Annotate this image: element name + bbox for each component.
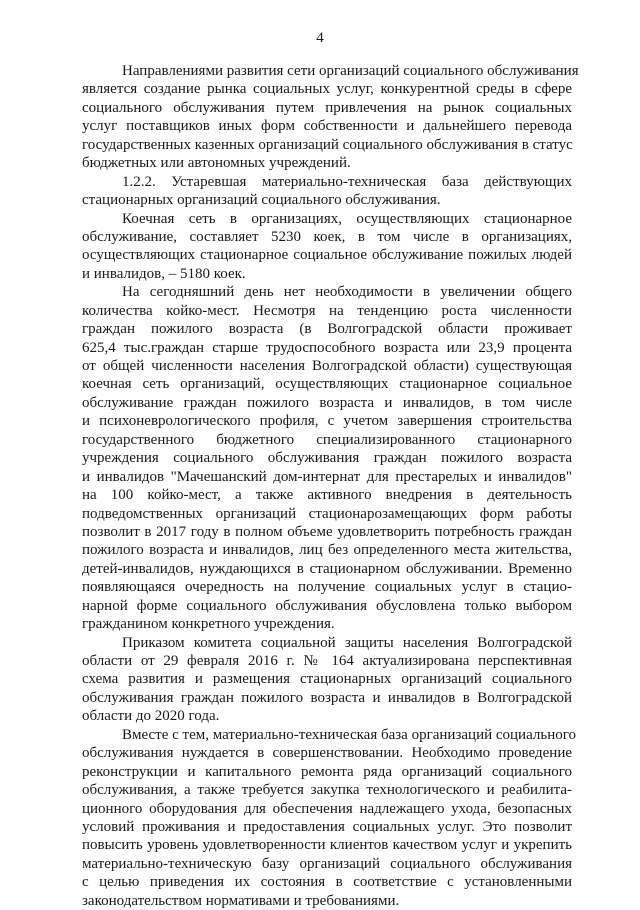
paragraph-5 [82,634,572,726]
text-line: стационарных организаций социального обслуживания. [82,192,441,209]
text-line: социального обслуживания путем привлечения на рынок социальных [82,99,572,116]
text-line: от общей численности населения Волгоградской области) существующая [82,358,572,374]
text-line: обслуживания граждан пожилого возраста и инвалидов в Волгоградской [82,689,572,706]
text-line: осуществляющих стационарное социальное обслуживание пожилых людей [82,247,572,264]
text-line: бюджетных или автономных учреждений. [82,155,351,172]
text-line: коечная сеть организаций, осуществляющих стационарное социальное [82,376,572,393]
paragraph-2 [82,173,572,210]
text-line: условий проживания и предоставления социальных услуг. Это позволит [82,818,572,835]
text-line: области от 29 февраля 2016 г. № 164 актуализирована перспективная [82,653,572,669]
text-line: схема развития и размещения стационарных организаций социального [82,671,572,688]
paragraph-4 [82,283,572,633]
paragraph-1 [82,62,579,173]
text-line: учреждения социального обслуживания граждан пожилого возраста [82,450,572,467]
text-line: пожилого возраста и инвалидов, лиц без определенного места жительства, [82,542,572,559]
text-line: области до 2020 года. [82,708,220,725]
text-line: Направлениями развития сети организаций социального обслуживания [122,63,579,79]
text-line: 625,4 тыс.граждан старше трудоспособного возраста или 23,9 процента [82,339,572,356]
text-line: граждан пожилого возраста (в Волгоградской области проживает [82,321,572,338]
text-line: обслуживание, составляет 5230 коек, в том числе в организациях, [82,228,572,245]
text-line: и инвалидов "Мачешанский дом-интернат для престарелых и инвалидов" [82,468,572,485]
text-line: Коечная сеть в организациях, осуществляющих стационарное [122,210,572,227]
text-line: ционного оборудования для обеспечения надлежащего ухода, безопасных [82,800,572,817]
text-line: государственных казенных организаций социального обслуживания в статус [82,136,573,153]
text-line: нарной форме социального обслуживания обусловлена только выбором [82,597,572,614]
text-line: повысить уровень удовлетворенности клиентов качеством услуг и укрепить [82,837,572,854]
text-line: позволит в 2017 году в полном объеме удовлетворить потребность граждан [82,523,572,540]
text-line: и инвалидов, – 5180 коек. [82,265,246,282]
text-line: подведомственных организаций стационарозамещающих форм работы [82,505,572,522]
text-line: Вместе с тем, материально-техническая база организаций социального [122,726,577,743]
text-line: реконструкции и капитального ремонта ряда организаций социального [82,763,572,780]
text-line: детей-инвалидов, нуждающихся в стационарном обслуживании. Временно [82,560,572,577]
text-line: услуг поставщиков иных форм собственности и дальнейшего перевода [82,118,572,135]
body-text [82,62,579,910]
text-line: 1.2.2. Устаревшая материально-техническая база действующих [122,173,572,190]
text-line: государственного бюджетного специализированного стационарного [82,431,572,448]
text-line: количества койко-мест. Несмотря на тенденцию роста численности [82,302,572,319]
paragraph-3 [82,210,572,284]
text-line: с целью приведения их состояния в соответствие с установленными [82,874,572,891]
text-line: материально-техническую базу организаций социального обслуживания [82,855,572,872]
text-line: является создание рынка социальных услуг, конкурентной среды в сфере [82,81,572,98]
text-line: Приказом комитета социальной защиты населения Волгоградской [122,634,572,651]
text-line: обслуживания нуждается в совершенствовании. Необходимо проведение [82,745,572,762]
page-number: 4 [316,30,324,46]
text-line: гражданином конкретного учреждения. [82,616,335,633]
text-line: на 100 койко-мест, а также активного внедрения в деятельность [82,487,572,504]
text-line: и психоневрологического профиля, с учетом завершения строительства [82,413,572,430]
text-line: законодательством нормативами и требованиями. [82,892,400,909]
paragraph-6 [82,726,577,910]
text-line: появляющаяся очередность на получение социальных услуг в стацио- [82,579,572,596]
text-line: обслуживания, а также требуется закупка технологического и реабилита- [82,782,572,799]
text-line: На сегодняшний день нет необходимости в увеличении общего [122,284,572,301]
text-line: обслуживание граждан пожилого возраста и инвалидов, в том числе [82,394,572,411]
